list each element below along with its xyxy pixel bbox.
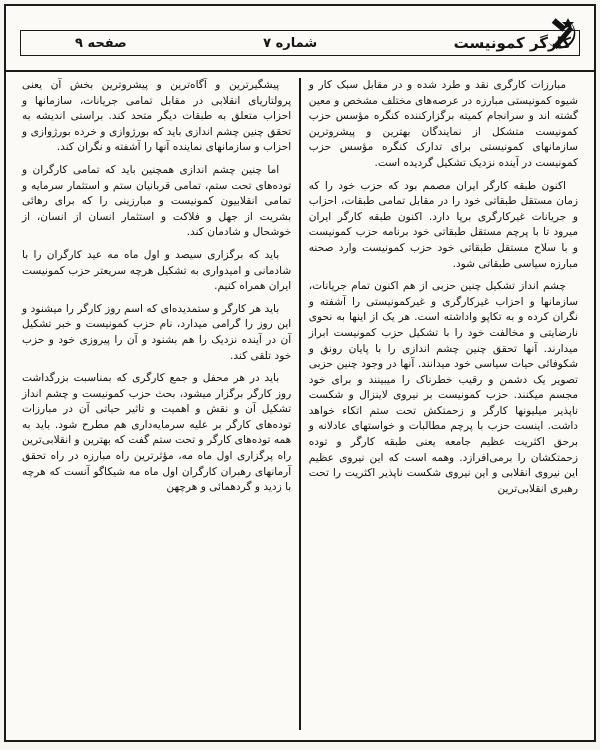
left-column	[14, 76, 299, 732]
article-columns	[14, 76, 586, 732]
issue-number: شماره ۷	[263, 35, 318, 51]
right-column	[301, 76, 586, 732]
paragraph: پیشگیرترین و آگاه‌ترین و پیشروترین بخش آن یعنی پرولتاریای انقلابی در مقابل تمامی جریانات، سازمانها و احزاب متعلق به طبقات دیگر متحد کند. براستی اندیشه به تحقق چنین چشم اندازی باید که بورژوازی و خرده بورژوازی و احزاب و سازمانهای نماینده آنها را آشفته و نگران کند.	[22, 79, 292, 154]
paragraph: اما چنین چشم اندازی همچنین باید که تمامی کارگران و توده‌های تحت ستم، تمامی قربانیان ستم و استثمار سرمایه و تمامی انقلابیون کمونیست و مبارزینی را که برای رهائی بشریت از جهل و فلاکت و استثمار انسان از انسان، از خوشحال و شادمان کند.	[22, 163, 292, 239]
paragraph: مبارزات کارگری نقد و طرد شده و در مقابل سبک کار و شیوه کمونیستی مبارزه در عرصه‌های مختلف مشخص و معین گشته اند و سرانجام کمیته برگزارکننده کنگره مؤسس حزب کمونیست متشکل از نمایندگان بهترین و پیشروترین سازمانهای کمونیستی برای تدارک کنگره مؤسس حزب کمونیست در آینده نزدیک تشکیل گردیده است.	[308, 79, 578, 169]
paragraph: اکنون طبقه کارگر ایران مصمم بود که حزب خود را که زمان مستقل طبقاتی خود را در مقابل تمامی طبقات، احزاب و جریانات غیرکارگری برپا دارد. اکنون طبقه کارگر ایران میرود تا با پرچم مستقل طبقاتی خود برنامه حزب کمونیست و با سلاح مستقل طبقاتی خود حزب کمونیست وارد صحنه مبارزه سیاسی طبقاتی شود.	[308, 179, 578, 270]
masthead-bar	[20, 30, 580, 56]
paragraph: باید که برگزاری سیصد و اول ماه مه عید کارگران را با شادمانی و امیدواری به تشکیل هرچه سریعتر حزب کمونیست ایران همراه کنیم.	[22, 248, 292, 293]
page-number: صفحه ۹	[75, 35, 127, 51]
masthead	[6, 6, 594, 72]
paragraph: باید هر کارگر و ستمدیده‌ای که اسم روز کارگر را میشنود و این روز را گرامی میدارد، نام حزب کمونیست و خبر تشکیل آن در آینده نزدیک را هم بشنود و آن را پیروزی خود و حزب خود تلقی کند.	[22, 302, 292, 362]
paragraph: چشم انداز تشکیل چنین حزبی از هم اکنون تمام جریانات، سازمانها و احزاب غیرکارگری و غیرکمونیستی را آشفته و نگران کرده و به تکاپو واداشته است. هر یک از اینها به نحوی نارضایتی و مخالفت خود را با تشکیل حزب کمونیست ابراز میدارند. آنها تحقق چنین چشم اندازی را با پایان رونق و شکوفائی حیات سیاسی خود میدانند. آنها در وجود چنین حزبی تصویر یک دشمن و رقیب خطرناک را میبینند و برای خود مجسم میکنند. حزب کمونیست بر نیروی لاینزال و شکست ناپذیر میلیونها کارگر و زحمتکش تحت ستم اتکاء خواهد داشت. اینست حزب با پرچم مطالبات و خواستهای عادلانه و برحق اکثریت عظیم جامعه یعنی طبقه کارگر و توده زحمتکشان را برمی‌افرازد. وهمه است که این نیروی عظیم این نیروی انقلابی و این نیروی شکست ناپذیر اکثریت را تحت رهبری انقلابی‌ترین	[308, 280, 578, 495]
paper-title: کارگر کمونیست	[453, 34, 571, 52]
paragraph: باید در هر محفل و جمع کارگری که بمناسبت بزرگداشت روز کارگر برگزار میشود، بحث حزب کمونیست و چشم انداز تشکیل آن و نقش و اهمیت و تاثیر حیاتی آن در مبارزات توده‌های کارگر بر علیه سرمایه‌داری هم مطرح شود. باید به همه توده‌های کارگر و تحت ستم گفت که بهترین و انقلابی‌ترین راه پرگزاری اول ماه مه، مؤثرترین راه مبارزه در راه تحقق آرمانهای رهبران کارگران اول ماه مه شیکاگو آنست که هرچه با زدید و گردهمائی و هرچهن	[21, 372, 292, 494]
column-divider	[299, 78, 301, 730]
newspaper-page	[4, 4, 596, 742]
